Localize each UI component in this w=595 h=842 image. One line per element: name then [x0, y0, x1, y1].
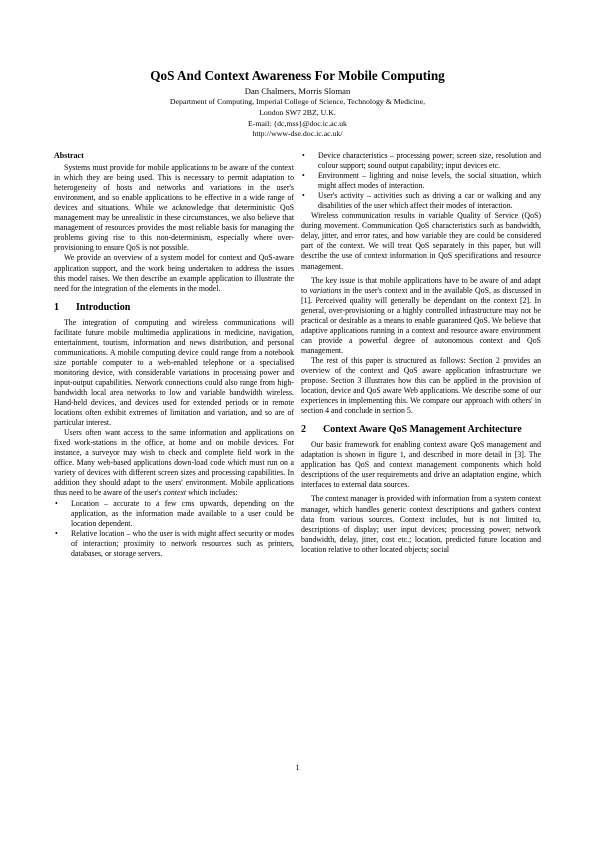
list-item-device: • Device characteristics – processing power; screen size, resolution and colour support; sound output capability; input devices etc. — [301, 151, 541, 171]
intro-p4-text-b: in the user's context and in the available QoS, as discussed in [1]. Perceived quality will generally be dependant on the context [2]. In general, over-provisioning or a highly controlled infrastructure may not be practical or desirable as a means to enable guaranteed QoS. We believe that adaptive applications running in a context and resource aware environment can provide a powerful degree of autonomous context and QoS management. — [301, 285, 542, 355]
intro-paragraph-5: The rest of this paper is structured as follows: Section 2 provides an overview of the context and QoS aware application infrastructure we propose. Section 3 illustrates how this can be applied in the provision of location, device and QoS aware Web applications. We describe some of our experiences in implementing this. We compare our approach with others' in section 4 and conclude in section 5. — [301, 355, 541, 416]
intro-paragraph-1: The integration of computing and wireless communications will facilitate future mobile multimedia applications in medicine, navigation, entertainment, tourism, information and news distribution, and personal communications. A mobile computing device could range from a notebook size portable computer to a web-enabled telephone or a specialised monitoring device, with considerable variations in processing power and input-output capabilities. Network connections could also range from high-bandwidth local area networks to low and variable bandwidth wireless. Hand-held devices, and devices used for extended periods or in remote locations often exhibit extremes of limitation and variation, and so are of particular interest. — [54, 317, 294, 428]
intro-p2-emphasis: context — [163, 488, 187, 498]
section-2-paragraph-1: Our basic framework for enabling context aware QoS management and adaptation is shown in figure 1, and described in more detail in [3]. The application has QoS and context management components which hold descriptions of the user requirements and drive an adaptation engine, which interfaces to external data sources. — [301, 440, 541, 490]
authors: Dan Chalmers, Morris Sloman — [244, 86, 351, 96]
intro-p2-text-a: Users often want access to the same information and applications on fixed work-stations in the office, at home and on mobile devices. For instance, a surveyor may wish to check and complete field work in the office. Many web-based applications down-load code which must run on a variety of devices with different screen sizes and processing capabilities. In addition they should adapt to the users' environment. Mobile applications thus need to be aware of the user's — [54, 428, 294, 498]
context-list-left — [54, 499, 294, 559]
section-1-title: Introduction — [76, 301, 131, 313]
intro-paragraph-2 — [54, 428, 294, 498]
list-item-environment: • Environment – lighting and noise levels, the social situation, which might affect modes of interaction. — [301, 171, 541, 191]
abstract-paragraph-1: Systems must provide for mobile applications to be aware of the context in which they are being used. This is necessary to permit adaptation to heterogeneity of hosts and networks and variations in the user's environment, and so enable applications to be effective in a wide range of devices and situations. While we acknowledge that deterministic QoS management may be unrealistic in these circumstances, we also believe that management of resources provides the most reliable basis for managing the problems giving rise to this non-determinism, especially where over-provisioning to ensure QoS is not possible. — [54, 163, 294, 253]
section-1-number: 1 — [54, 301, 59, 313]
abstract-paragraph-2: We provide an overview of a system model for context and QoS-aware application support, and the work being undertaken to address the issues this model raises. We then describe an example application to illustrate the need for the integration of the elements in the model. — [54, 253, 294, 293]
author-email: E-mail: {dc,mss}@doc.ic.ac.uk — [248, 118, 347, 128]
title-block — [50, 68, 545, 140]
section-2-paragraph-2: The context manager is provided with information from a system context manager, which handles generic context descriptions and gathers context data from various sources. Context includes, but is not limited to, descriptions of display; user input devices; processing power; network bandwidth, delay, jitter, cost etc.; location, predicted future location and location relative to other located objects; social — [301, 494, 541, 554]
left-column — [54, 151, 294, 559]
affiliation-line-1: Department of Computing, Imperial College of Science, Technology & Medicine, — [169, 97, 426, 106]
context-list-right — [301, 151, 541, 211]
affiliation-line-2: London SW7 2BZ, U.K. — [259, 107, 336, 117]
intro-paragraph-3: Wireless communication results in variable Quality of Service (QoS) during movement. Communication QoS characteristics such as bandwidth, delay, jitter, and error rates, and how variable they are could be considered part of the context. We will treat QoS separately in this paper, but will describe the use of context information in QoS specifications and resource management. — [301, 211, 541, 271]
author-url[interactable]: http://www-dse.doc.ic.ac.uk/ — [252, 129, 343, 139]
list-item-location: • Location – accurate to a few cms upwards, depending on the application, as the information made available to a user could be location dependent. — [54, 499, 294, 529]
section-2-title: Context Aware QoS Management Architecture — [323, 424, 522, 436]
list-item-activity: • User's activity – activities such as driving a car or walking and any disabilities of the user which affect their modes of interaction. — [301, 191, 541, 211]
abstract-heading: Abstract — [54, 151, 84, 160]
intro-paragraph-4 — [301, 276, 541, 356]
right-column — [301, 151, 541, 555]
section-2-number: 2 — [301, 424, 306, 436]
section-1-heading — [54, 302, 294, 314]
section-2-heading — [301, 424, 541, 436]
page-number: 1 — [295, 763, 300, 772]
intro-p4-text-a: The key issue is that mobile applications have to be aware of and adapt to — [301, 275, 541, 295]
paper-title: QoS And Context Awareness For Mobile Computing — [150, 68, 445, 83]
intro-p4-emphasis: variations — [309, 285, 342, 295]
list-item-relative-location: • Relative location – who the user is with might affect security or modes of interaction; proximity to network resources such as printers, databases, or storage servers. — [54, 529, 294, 559]
intro-p2-text-b: which includes: — [186, 488, 238, 498]
